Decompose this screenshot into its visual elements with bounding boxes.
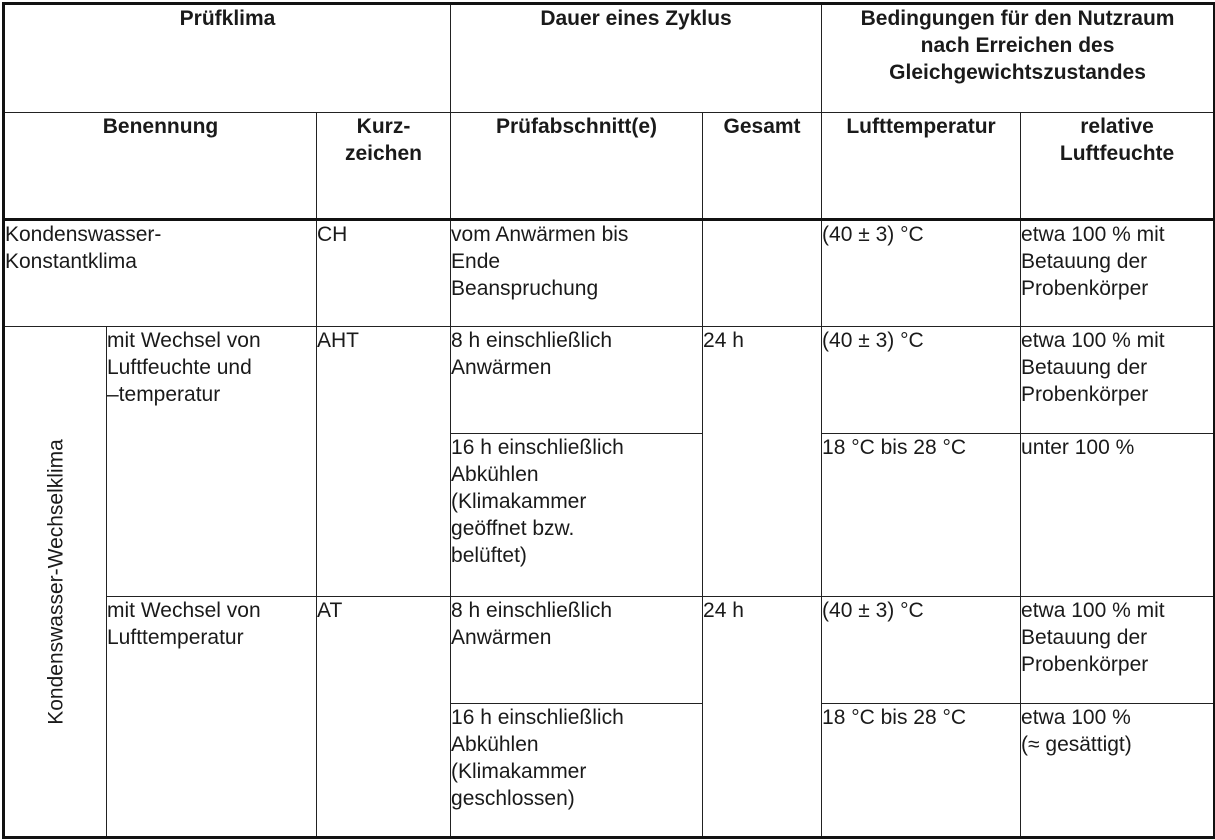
table-row-at-a: [4, 597, 1215, 704]
cell-gesamt-at: 24 h: [703, 597, 822, 838]
header-gesamt: Gesamt: [703, 113, 822, 220]
header-dauer-eines-zyklus: Dauer eines Zyklus: [451, 4, 822, 113]
header-row-groups: [4, 4, 1215, 113]
table-row-aht-a: [4, 327, 1215, 434]
header-kurzzeichen: Kurz- zeichen: [317, 113, 451, 220]
header-relative-luftfeuchte: relative Luftfeuchte: [1021, 113, 1215, 220]
cell-temperatur-aht-a: (40 ± 3) °C: [822, 327, 1021, 434]
header-bedingungen-nutzraum: Bedingungen für den Nutzraum nach Erreichen des Gleichgewichtszustandes: [822, 4, 1215, 113]
cell-feuchte-at-a: etwa 100 % mit Betauung der Probenkörper: [1021, 597, 1215, 704]
cell-temperatur-ch: (40 ± 3) °C: [822, 220, 1021, 327]
cell-benennung-aht: mit Wechsel von Luftfeuchte und –temperatur: [107, 327, 317, 597]
cell-abschnitt-at-a: 8 h einschließlich Anwärmen: [451, 597, 703, 704]
cell-benennung-at: mit Wechsel von Lufttemperatur: [107, 597, 317, 838]
cell-kurzzeichen-ch: CH: [317, 220, 451, 327]
header-pruefklima: Prüfklima: [4, 4, 451, 113]
cell-kurzzeichen-aht: AHT: [317, 327, 451, 597]
cell-feuchte-ch: etwa 100 % mit Betauung der Probenkörper: [1021, 220, 1215, 327]
cell-abschnitt-aht-b: 16 h einschließlich Abkühlen (Klimakammer geöffnet bzw. belüftet): [451, 434, 703, 597]
wechselklima-label: Kondenswasser-Wechselklima: [44, 438, 67, 725]
cell-temperatur-at-b: 18 °C bis 28 °C: [822, 704, 1021, 838]
cell-feuchte-aht-a: etwa 100 % mit Betauung der Probenkörper: [1021, 327, 1215, 434]
cell-temperatur-at-a: (40 ± 3) °C: [822, 597, 1021, 704]
cell-gesamt-aht: 24 h: [703, 327, 822, 597]
cell-benennung-ch: Kondenswasser- Konstantklima: [4, 220, 317, 327]
cell-temperatur-aht-b: 18 °C bis 28 °C: [822, 434, 1021, 597]
cell-gesamt-ch: [703, 220, 822, 327]
header-benennung: Benennung: [4, 113, 317, 220]
climate-table: [2, 2, 1215, 839]
cell-feuchte-at-b: etwa 100 % (≈ gesättigt): [1021, 704, 1215, 838]
cell-abschnitt-aht-a: 8 h einschließlich Anwärmen: [451, 327, 703, 434]
header-pruefabschnitte: Prüfabschnitt(e): [451, 113, 703, 220]
cell-abschnitt-ch: vom Anwärmen bis Ende Beanspruchung: [451, 220, 703, 327]
cell-feuchte-aht-b: unter 100 %: [1021, 434, 1215, 597]
cell-wechselklima-group: [4, 327, 107, 838]
cell-abschnitt-at-b: 16 h einschließlich Abkühlen (Klimakammer geschlossen): [451, 704, 703, 838]
cell-kurzzeichen-at: AT: [317, 597, 451, 838]
header-lufttemperatur: Lufttemperatur: [822, 113, 1021, 220]
table-row-ch: [4, 220, 1215, 327]
header-row-columns: [4, 113, 1215, 220]
